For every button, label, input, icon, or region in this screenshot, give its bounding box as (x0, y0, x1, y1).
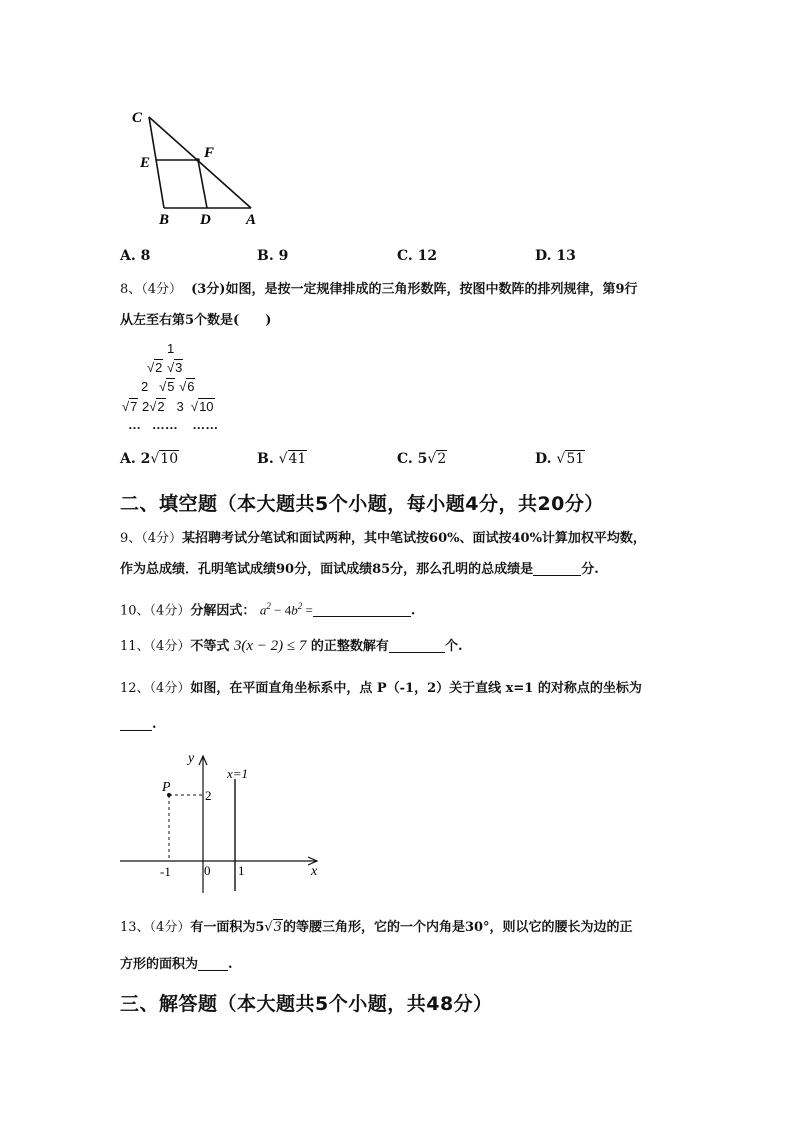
point-f (196, 158, 200, 162)
q7-geometry-figure (120, 105, 280, 230)
triangle-row-1: 1 (167, 341, 175, 356)
q11-answer-blank[interactable] (389, 638, 445, 653)
q13-answer-blank[interactable] (198, 956, 228, 971)
q8-option-b[interactable]: B. √41 (257, 451, 307, 467)
label-e: E (140, 155, 151, 171)
tick-label-neg1: -1 (160, 864, 171, 879)
triangle-row-5-dots: … …… …… (128, 417, 219, 432)
line-x-equals-1-label: x=1 (227, 766, 249, 781)
q13-stem-line2: 方形的面积为 . (120, 957, 233, 972)
q9-answer-blank[interactable] (533, 561, 581, 576)
q11-stem: 11、（4分）不等式 3(x − 2) ≤ 7 的正整数解有 个. (120, 638, 463, 654)
point-p-label: P (162, 780, 171, 795)
q10-stem: 10、（4分）分解因式： $a^2 - 4b^2$ = . (120, 601, 416, 619)
label-c: C (132, 110, 143, 126)
triangle-row-4: √7 2√2 3 √10 (122, 399, 214, 414)
q8-stem-line2: 从左至右第5个数是( ) (120, 313, 272, 328)
q13-stem-line1: 13、（4分）有一面积为5√3的等腰三角形，它的一个内角是30°，则以它的腰长为边的正 (120, 920, 633, 935)
q9-stem-line1: 9、（4分）某招聘考试分笔试和面试两种，其中笔试按60%、面试按40%计算加权平均数， (120, 531, 646, 546)
q10-answer-blank[interactable] (313, 602, 411, 617)
q8-option-c[interactable]: C. 5√2 (397, 451, 447, 467)
q12-stem-line1: 12、（4分）如图，在平面直角坐标系中，点 P（-1，2）关于直线 x=1 的对称点的坐标为 (120, 681, 642, 696)
q12-stem-line2: . (120, 716, 157, 734)
section-2-heading: 二、填空题（本大题共5个小题，每小题4分，共20分） (120, 493, 604, 515)
label-a: A (246, 212, 257, 228)
tick-label-1: 1 (238, 863, 245, 878)
segment-ca (149, 117, 251, 208)
q7-option-b[interactable]: B. 9 (257, 248, 289, 264)
q8-option-d[interactable]: D. √51 (535, 451, 585, 467)
q7-option-a[interactable]: A. 8 (120, 248, 151, 264)
q9-stem-line2: 作为总成绩．孔明笔试成绩90分，面试成绩85分，那么孔明的总成绩是 分. (120, 562, 599, 577)
tick-label-2: 2 (205, 788, 212, 803)
triangle-row-3: 2 √5 √6 (141, 379, 195, 394)
q8-stem-line1: 8、（4分） (3分)如图，是按一定规律排成的三角形数阵，按图中数阵的排列规律，第9行 (120, 282, 638, 297)
triangle-row-2: √2 √3 (147, 360, 183, 375)
label-b: B (159, 212, 170, 228)
origin-label: 0 (204, 863, 211, 878)
q7-option-d[interactable]: D. 13 (535, 248, 576, 264)
q12-coordinate-graph (110, 745, 330, 900)
segment-cb (149, 117, 164, 208)
x-axis-label: x (311, 864, 318, 879)
q8-option-a[interactable]: A. 2√10 (120, 451, 179, 467)
label-f: F (204, 145, 215, 161)
label-d: D (200, 212, 211, 228)
q12-answer-blank[interactable] (120, 716, 152, 731)
q7-option-c[interactable]: C. 12 (397, 248, 438, 264)
y-axis-label: y (188, 751, 195, 766)
section-3-heading: 三、解答题（本大题共5个小题，共48分） (120, 993, 493, 1015)
